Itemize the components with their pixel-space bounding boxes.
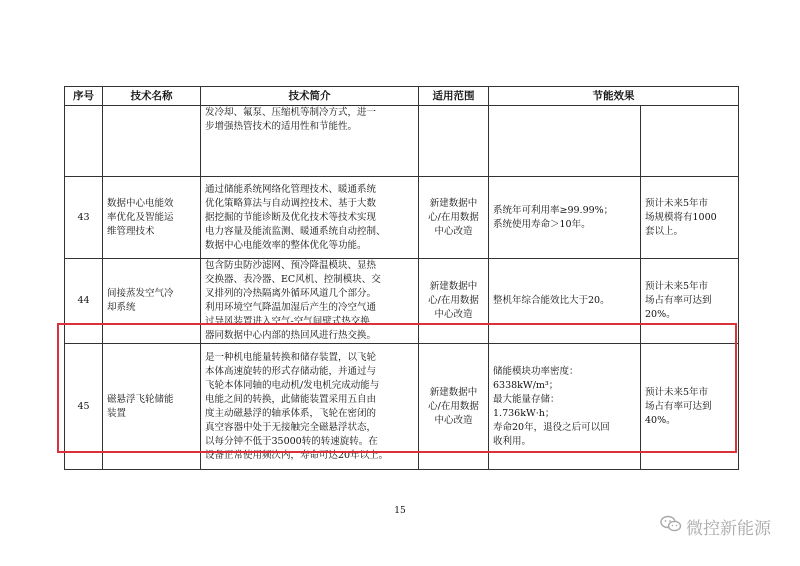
table-row [65,177,739,259]
cell-effect: 系统年可利用率≥99.99%； 系统使用寿命＞10年。 [489,177,641,259]
table-row [65,344,739,470]
cell-outlook [641,106,739,177]
header-scope: 适用范围 [419,87,489,106]
header-effect: 节能效果 [489,87,739,106]
cell-effect [489,106,641,177]
cell-name: 磁悬浮飞轮储能 装置 [103,344,201,470]
cell-no: 43 [65,177,103,259]
cell-outlook: 预计未来5年市 场规模将有1000 套以上。 [641,177,739,259]
cell-name: 数据中心电能效 率优化及智能运 维管理技术 [103,177,201,259]
cell-effect: 储能模块功率密度： 6338kW/m³； 最大能量存储： 1.736kW·h； 寿命20年，退役之后可以回 收利用。 [489,344,641,470]
cell-intro: 包含防虫防沙滤网、预冷降温模块、显热 交换器、表冷器、EC风机、控制模块、交 叉排列的冷热隔离外循环风道几个部分。 利用环境空气降温加湿后产生的冷空气通 过导风装置进入空气-空气间壁式热交换 器同数据中心内部的热回风进行热交换。 [201,259,419,344]
cell-no: 44 [65,259,103,344]
cell-intro: 通过储能系统网络化管理技术、暖通系统 优化策略算法与自动调控技术、基于大数 据挖掘的节能诊断及优化技术等技术实现 电力容量及能流监测、暖通系统自动控制、 数据中心电能效率的整体优化等功能。 [201,177,419,259]
cell-no [65,106,103,177]
header-no: 序号 [65,87,103,106]
watermark-text: 微控新能源 [686,518,771,539]
technology-table [64,86,739,470]
table-row [65,259,739,344]
cell-intro: 是一种机电能量转换和储存装置，以飞轮 本体高速旋转的形式存储动能，并通过与 飞轮本体同轴的电动机/发电机完成动能与 电能之间的转换，此储能装置采用五自由 度主动磁悬浮的轴承体系，飞轮在密闭的 真空容器中处于无接触完全磁悬浮状态， 以每分钟不低于35000转的转速旋转。在 设备正常使用频次内，寿命可达20年以上。 [201,344,419,470]
cell-outlook: 预计未来5年市 场占有率可达到 20%。 [641,259,739,344]
page-number: 15 [394,506,406,516]
header-name: 技术名称 [103,87,201,106]
wechat-icon [660,515,682,538]
cell-outlook: 预计未来5年市 场占有率可达到 40%。 [641,344,739,470]
cell-intro: 发冷却、氟泵、压缩机等制冷方式，进一 步增强热管技术的适用性和节能性。 [201,106,419,177]
cell-no: 45 [65,344,103,470]
cell-scope [419,106,489,177]
cell-effect: 整机年综合能效比大于20。 [489,259,641,344]
cell-scope: 新建数据中 心/在用数据 中心改造 [419,259,489,344]
table-row [65,106,739,177]
cell-name [103,106,201,177]
table-header-row [65,87,739,106]
header-intro: 技术简介 [201,87,419,106]
cell-name: 间接蒸发空气冷 却系统 [103,259,201,344]
watermark [660,515,771,537]
cell-scope: 新建数据中 心/在用数据 中心改造 [419,344,489,470]
cell-scope: 新建数据中 心/在用数据 中心改造 [419,177,489,259]
